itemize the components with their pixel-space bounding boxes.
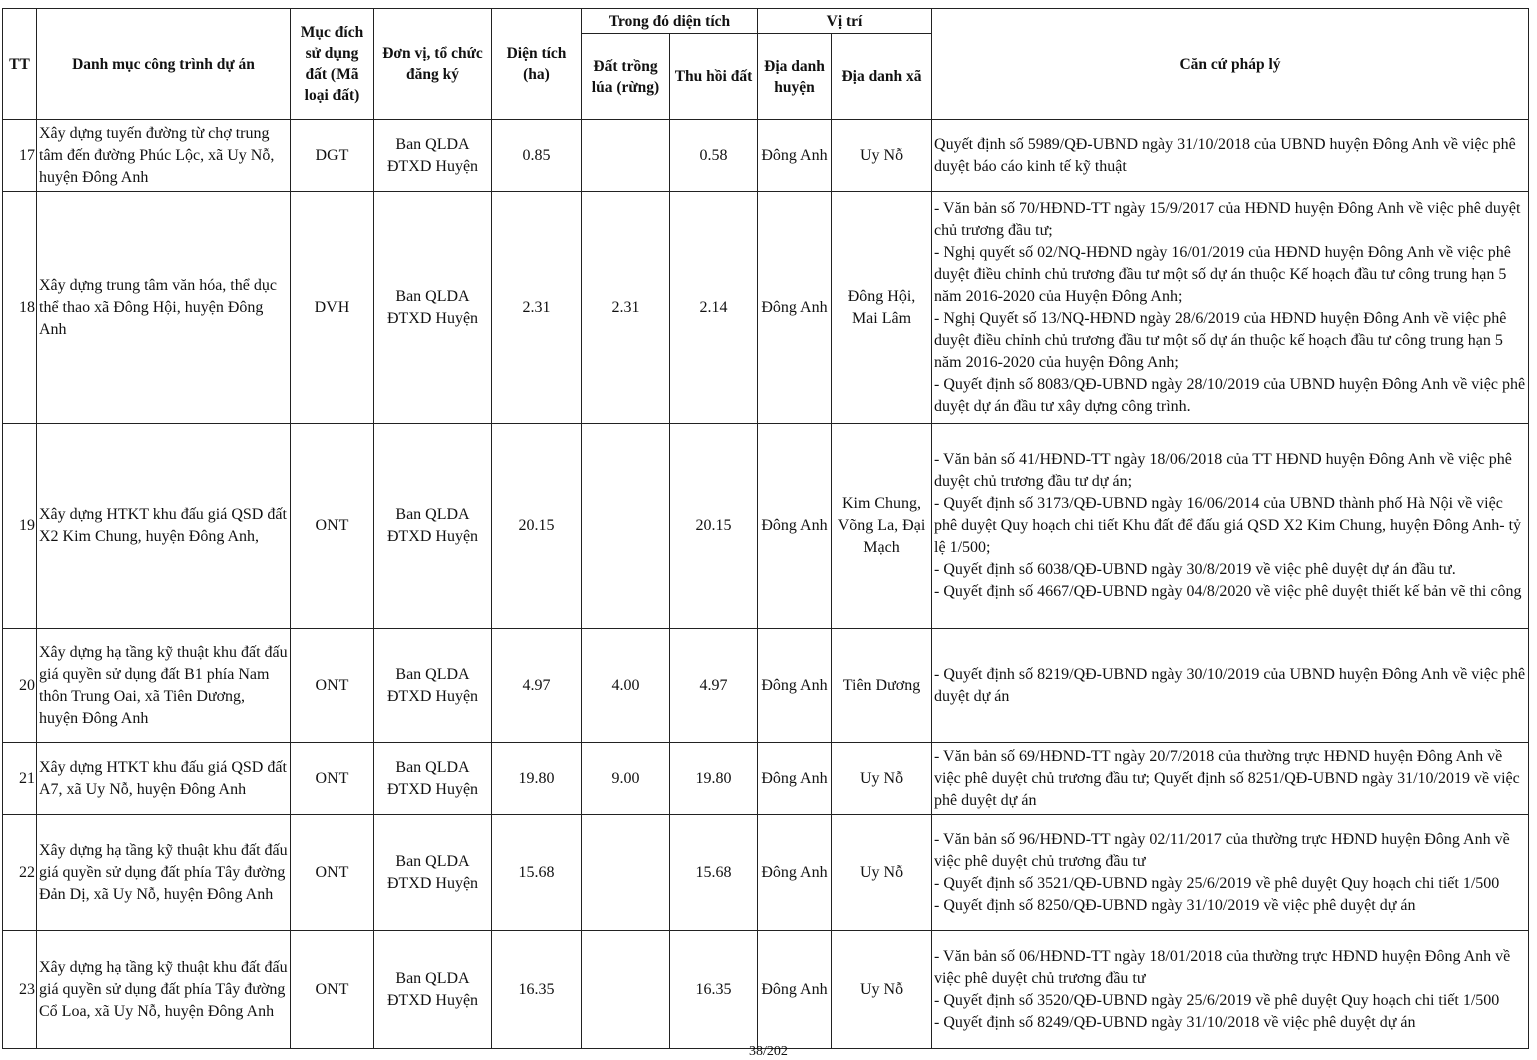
rice-land-value [582,424,670,629]
project-name: Xây dựng HTKT khu đấu giá QSD đất X2 Kim Chung, huyện Đông Anh, [37,424,291,629]
recovered-land-value: 19.80 [670,743,758,815]
registering-unit: Ban QLDA ĐTXD Huyện [374,815,492,931]
page-number: 38/202 [749,1044,788,1059]
land-use-code: ONT [291,815,374,931]
registering-unit: Ban QLDA ĐTXD Huyện [374,743,492,815]
commune-name: Đông Hội, Mai Lâm [832,192,932,424]
land-use-table [2,8,1529,1049]
project-name: Xây dựng hạ tầng kỹ thuật khu đất đấu giá quyền sử dụng đất phía Tây đường Cổ Loa, xã Uy Nỗ, huyện Đông Anh [37,931,291,1049]
header-commune: Địa danh xã [832,34,932,120]
legal-basis-line: - Nghị Quyết số 13/NQ-HĐND ngày 28/6/2019 của HĐND huyện Đông Anh về việc phê duyệt điều chỉnh chủ trương đầu tư một số dự án thuộc kế hoạch đầu tư công trung hạn 5 năm 2016-2020 của huyện Đông Anh; [934,309,1507,371]
district-name: Đông Anh [758,815,832,931]
registering-unit: Ban QLDA ĐTXD Huyện [374,424,492,629]
recovered-land-value: 0.58 [670,120,758,192]
land-use-code: ONT [291,629,374,743]
rice-land-value: 4.00 [582,629,670,743]
recovered-land-value: 15.68 [670,815,758,931]
commune-name: Uy Nỗ [832,120,932,192]
header-legal: Căn cứ pháp lý [932,9,1529,120]
row-number: 21 [3,743,37,815]
header-tt: TT [3,9,37,120]
recovered-land-value: 4.97 [670,629,758,743]
header-project: Danh mục công trình dự án [37,9,291,120]
legal-basis-line: - Quyết định số 3521/QĐ-UBND ngày 25/6/2019 về phê duyệt Quy hoạch chi tiết 1/500 [934,874,1500,892]
legal-basis [932,192,1529,424]
table-row [3,815,1529,931]
registering-unit: Ban QLDA ĐTXD Huyện [374,931,492,1049]
project-name: Xây dựng hạ tầng kỹ thuật khu đất đấu giá quyền sử dụng đất B1 phía Nam thôn Trung Oai, xã Tiên Dương, huyện Đông Anh [37,629,291,743]
district-name: Đông Anh [758,192,832,424]
header-land-use: Mục đích sử dụng đất (Mã loại đất) [291,9,374,120]
district-name: Đông Anh [758,424,832,629]
legal-basis-line: - Văn bản số 69/HĐND-TT ngày 20/7/2018 của thường trực HĐND huyện Đông Anh về việc phê duyệt chủ trương đầu tư; Quyết định số 8251/QĐ-UBND ngày 31/10/2019 về việc phê duyệt dự án [934,747,1520,809]
row-number: 20 [3,629,37,743]
legal-basis [932,120,1529,192]
legal-basis [932,743,1529,815]
header-location: Vị trí [758,9,932,34]
area-value: 16.35 [492,931,582,1049]
rice-land-value: 9.00 [582,743,670,815]
district-name: Đông Anh [758,120,832,192]
table-row [3,743,1529,815]
registering-unit: Ban QLDA ĐTXD Huyện [374,629,492,743]
legal-basis-line: - Văn bản số 70/HĐND-TT ngày 15/9/2017 của HĐND huyện Đông Anh về việc phê duyệt chủ trương đầu tư; [934,199,1521,239]
legal-basis [932,815,1529,931]
legal-basis-line: - Văn bản số 06/HĐND-TT ngày 18/01/2018 của thường trực HĐND huyện Đông Anh về việc phê duyệt chủ trương đầu tư [934,947,1511,987]
legal-basis-line: - Quyết định số 3173/QĐ-UBND ngày 16/06/2014 của UBND thành phố Hà Nội về việc phê duyệt Quy hoạch chi tiết Khu đất để đấu giá QSD X2 Kim Chung, huyện Đông Anh- tỷ lệ 1/500; [934,495,1522,556]
project-name: Xây dựng trung tâm văn hóa, thể dục thể thao xã Đông Hội, huyện Đông Anh [37,192,291,424]
area-value: 4.97 [492,629,582,743]
legal-basis-line: - Quyết định số 8250/QĐ-UBND ngày 31/10/2019 về việc phê duyệt dự án [934,896,1416,914]
rice-land-value [582,931,670,1049]
legal-basis-line: - Văn bản số 41/HĐND-TT ngày 18/06/2018 của TT HĐND huyện Đông Anh về việc phê duyệt chủ trương đầu tư dự án; [934,451,1512,490]
land-use-code: DGT [291,120,374,192]
legal-basis [932,931,1529,1049]
registering-unit: Ban QLDA ĐTXD Huyện [374,192,492,424]
commune-name: Kim Chung, Võng La, Đại Mạch [832,424,932,629]
project-name: Xây dựng HTKT khu đấu giá QSD đất A7, xã Uy Nỗ, huyện Đông Anh [37,743,291,815]
row-number: 22 [3,815,37,931]
land-use-code: ONT [291,743,374,815]
legal-basis-line: - Văn bản số 96/HĐND-TT ngày 02/11/2017 của thường trực HĐND huyện Đông Anh về việc phê duyệt chủ trương đầu tư [934,830,1510,870]
area-value: 15.68 [492,815,582,931]
legal-basis-line: - Quyết định số 8249/QĐ-UBND ngày 31/10/2018 về việc phê duyệt dự án [934,1013,1416,1031]
commune-name: Uy Nỗ [832,743,932,815]
project-name: Xây dựng hạ tầng kỹ thuật khu đất đấu giá quyền sử dụng đất phía Tây đường Đản Dị, xã Uy Nỗ, huyện Đông Anh [37,815,291,931]
row-number: 19 [3,424,37,629]
header-recovered: Thu hồi đất [670,34,758,120]
land-use-code: ONT [291,424,374,629]
area-value: 20.15 [492,424,582,629]
recovered-land-value: 2.14 [670,192,758,424]
legal-basis-line: - Quyết định số 8083/QĐ-UBND ngày 28/10/2019 của UBND huyện Đông Anh về việc phê duyệt dự án đầu tư xây dựng công trình. [934,375,1526,415]
header-district: Địa danh huyện [758,34,832,120]
legal-basis [932,424,1529,629]
legal-basis-line: - Quyết định số 8219/QĐ-UBND ngày 30/10/2019 của UBND huyện Đông Anh về việc phê duyệt dự án [934,665,1526,705]
area-value: 2.31 [492,192,582,424]
legal-basis-line: Quyết định số 5989/QĐ-UBND ngày 31/10/2018 của UBND huyện Đông Anh về việc phê duyệt báo cáo kinh tế kỹ thuật [934,135,1516,175]
rice-land-value: 2.31 [582,192,670,424]
header-rice-land: Đất trồng lúa (rừng) [582,34,670,120]
recovered-land-value: 16.35 [670,931,758,1049]
legal-basis-line: - Quyết định số 6038/QĐ-UBND ngày 30/8/2019 về việc phê duyệt dự án đầu tư. [934,561,1456,578]
legal-basis-line: - Nghị quyết số 02/NQ-HĐND ngày 16/01/2019 của HĐND huyện Đông Anh về việc phê duyệt điều chỉnh chủ trương đầu tư một số dự án thuộc Kế hoạch đầu tư công trung hạn 5 năm 2016-2020 của Huyện Đông Anh; [934,243,1511,305]
table-row [3,424,1529,629]
commune-name: Uy Nỗ [832,815,932,931]
land-use-code: DVH [291,192,374,424]
project-name: Xây dựng tuyến đường từ chợ trung tâm đến đường Phúc Lộc, xã Uy Nỗ, huyện Đông Anh [37,120,291,192]
district-name: Đông Anh [758,629,832,743]
rice-land-value [582,815,670,931]
row-number: 23 [3,931,37,1049]
area-value: 0.85 [492,120,582,192]
table-row [3,931,1529,1049]
commune-name: Tiên Dương [832,629,932,743]
recovered-land-value: 20.15 [670,424,758,629]
header-unit: Đơn vị, tổ chức đăng ký [374,9,492,120]
district-name: Đông Anh [758,743,832,815]
table-row [3,629,1529,743]
header-of-which: Trong đó diện tích [582,9,758,34]
district-name: Đông Anh [758,931,832,1049]
commune-name: Uy Nỗ [832,931,932,1049]
table-row [3,120,1529,192]
row-number: 18 [3,192,37,424]
rice-land-value [582,120,670,192]
row-number: 17 [3,120,37,192]
header-area: Diện tích (ha) [492,9,582,120]
legal-basis [932,629,1529,743]
legal-basis-line: - Quyết định số 4667/QĐ-UBND ngày 04/8/2020 về việc phê duyệt thiết kế bản vẽ thi công [934,583,1522,600]
legal-basis-line: - Quyết định số 3520/QĐ-UBND ngày 25/6/2019 về phê duyệt Quy hoạch chi tiết 1/500 [934,991,1500,1009]
table-body [3,120,1529,1049]
table-row [3,192,1529,424]
area-value: 19.80 [492,743,582,815]
land-use-code: ONT [291,931,374,1049]
registering-unit: Ban QLDA ĐTXD Huyện [374,120,492,192]
